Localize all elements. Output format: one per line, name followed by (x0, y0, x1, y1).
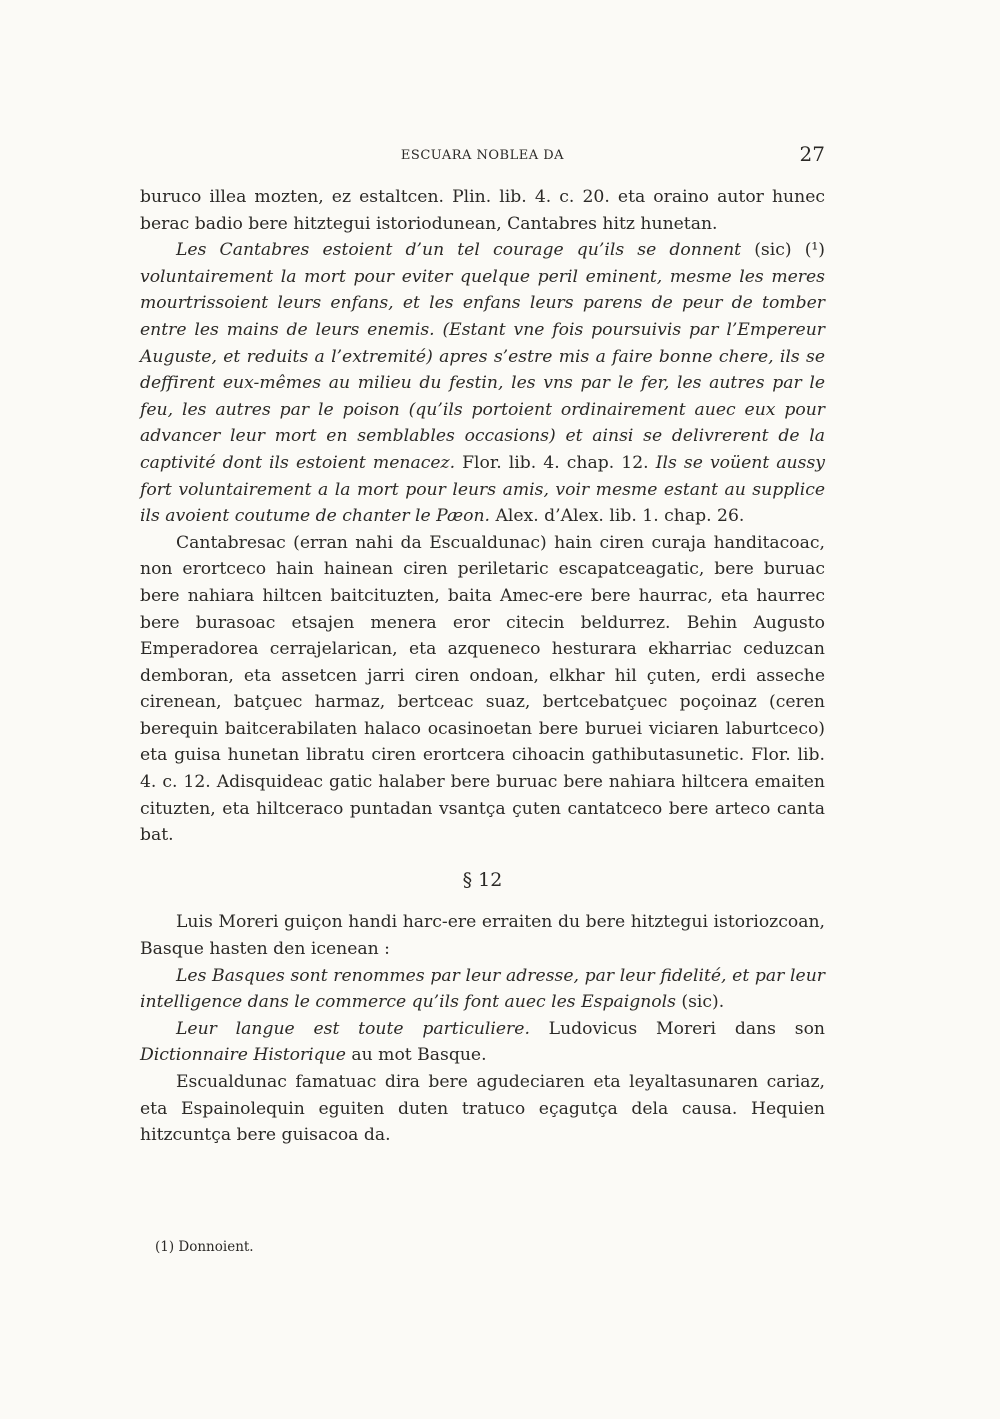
italic-text-segment: Leur langue est toute particuliere. (176, 1018, 530, 1039)
paragraph (140, 530, 825, 849)
paragraph (140, 184, 825, 237)
footnote: (1) Donnoient. (155, 1239, 254, 1255)
body-text (140, 184, 825, 1149)
italic-text-segment: Ils se voüent aussy fort voluntairement a la mort pour leurs amis, voir mesme estant au supplice ils avoient coutume de chanter le Pæon. (140, 452, 825, 527)
paragraphs-before-section (140, 184, 825, 849)
text-segment: buruco illea mozten, ez estaltcen. Plin. lib. 4. c. 20. eta oraino autor hunec berac badio bere hitztegui istoriodunean, Cantabres hitz hunetan. (140, 187, 825, 234)
italic-text-segment: Les Basques sont renommes par leur adresse, par leur fidelité, et par leur intelligence dans le commerce qu’ils font auec les Espaignols (140, 965, 825, 1013)
text-segment: Alex. d’Alex. lib. 1. chap. 26. (490, 506, 745, 527)
page-number: 27 (799, 142, 825, 166)
italic-text-segment: voluntairement la mort pour eviter quelque peril eminent, mesme les meres mourtrissoient leurs enfans, et les enfans leurs parens de peur de tomber entre les mains de leurs enemis. (Estant vne fois poursuivis par l’Empereur Auguste, et reduits a l’extremité) apres s’estre mis a faire bonne chere, ils se deffirent eux-mêmes au milieu du festin, les vns par le fer, les autres par le feu, les autres par le poison (qu’ils portoient ordinairement auec eux pour advancer leur mort en semblables occasions) et ainsi se delivrerent de la captivité dont ils estoient menacez. (140, 266, 825, 473)
paragraphs-after-section (140, 909, 825, 1148)
paragraph (140, 963, 825, 1016)
text-segment: Flor. lib. 4. chap. 12. (455, 452, 656, 473)
text-segment: (sic). (675, 992, 725, 1013)
paragraph (140, 1069, 825, 1149)
italic-text-segment: Les Cantabres estoient d’un tel courage qu’ils se donnent (176, 240, 755, 261)
text-segment: au mot Basque. (345, 1045, 487, 1066)
running-head: ESCUARA NOBLEA DA (400, 148, 565, 163)
italic-text-segment: Dictionnaire Historique (140, 1045, 346, 1066)
text-segment: Cantabresac (erran nahi da Escualdunac) hain ciren curaja handitacoac, non erortceco hain hainean ciren periletaric escapatceagatic, bere buruac bere nahiara hiltcen baitcituzten, baita Amec-ere bere haurrac, eta haurrec bere burasoac etsajen menera eror citecin beldurrez. Behin Augusto Emperadorea cerrajelarican, eta azqueneco hesturara ekharriac ceduzcan demboran, eta assetcen jarri ciren ondoan, elkhar hil çuten, erdi asseche cirenean, batçuec harmaz, bertceac suaz, bertcebatçuec poçoinaz (ceren berequin baitcerabilaten halaco ocasinoetan bere buruei viciaren laburtceco) eta guisa hunetan libratu ciren erortcera cihoacin gathibutasunetic. Flor. lib. 4. c. 12. Adisquideac gatic halaber bere buruac bere nahiara hiltcera emaiten cituzten, eta hiltceraco puntadan vsantça çuten cantatceco bere arteco canta bat. (140, 532, 825, 846)
text-segment: Ludovicus Moreri dans son (529, 1018, 825, 1039)
paragraph (140, 1016, 825, 1069)
page-header (140, 142, 825, 172)
text-segment: Escualdunac famatuac dira bere agudeciaren eta leyaltasunaren cariaz, eta Espainolequin eguiten duten tratuco eçagutça dela causa. Hequien hitzcuntça bere guisacoa da. (140, 1072, 825, 1146)
text-segment: (sic) (¹) (754, 240, 825, 261)
section-heading: § 12 (462, 868, 503, 891)
text-segment: Luis Moreri guiçon handi harc-ere erraiten du bere hitztegui istoriozcoan, Basque hasten den icenean : (140, 912, 825, 960)
paragraph (140, 237, 825, 530)
paragraph (140, 909, 825, 962)
